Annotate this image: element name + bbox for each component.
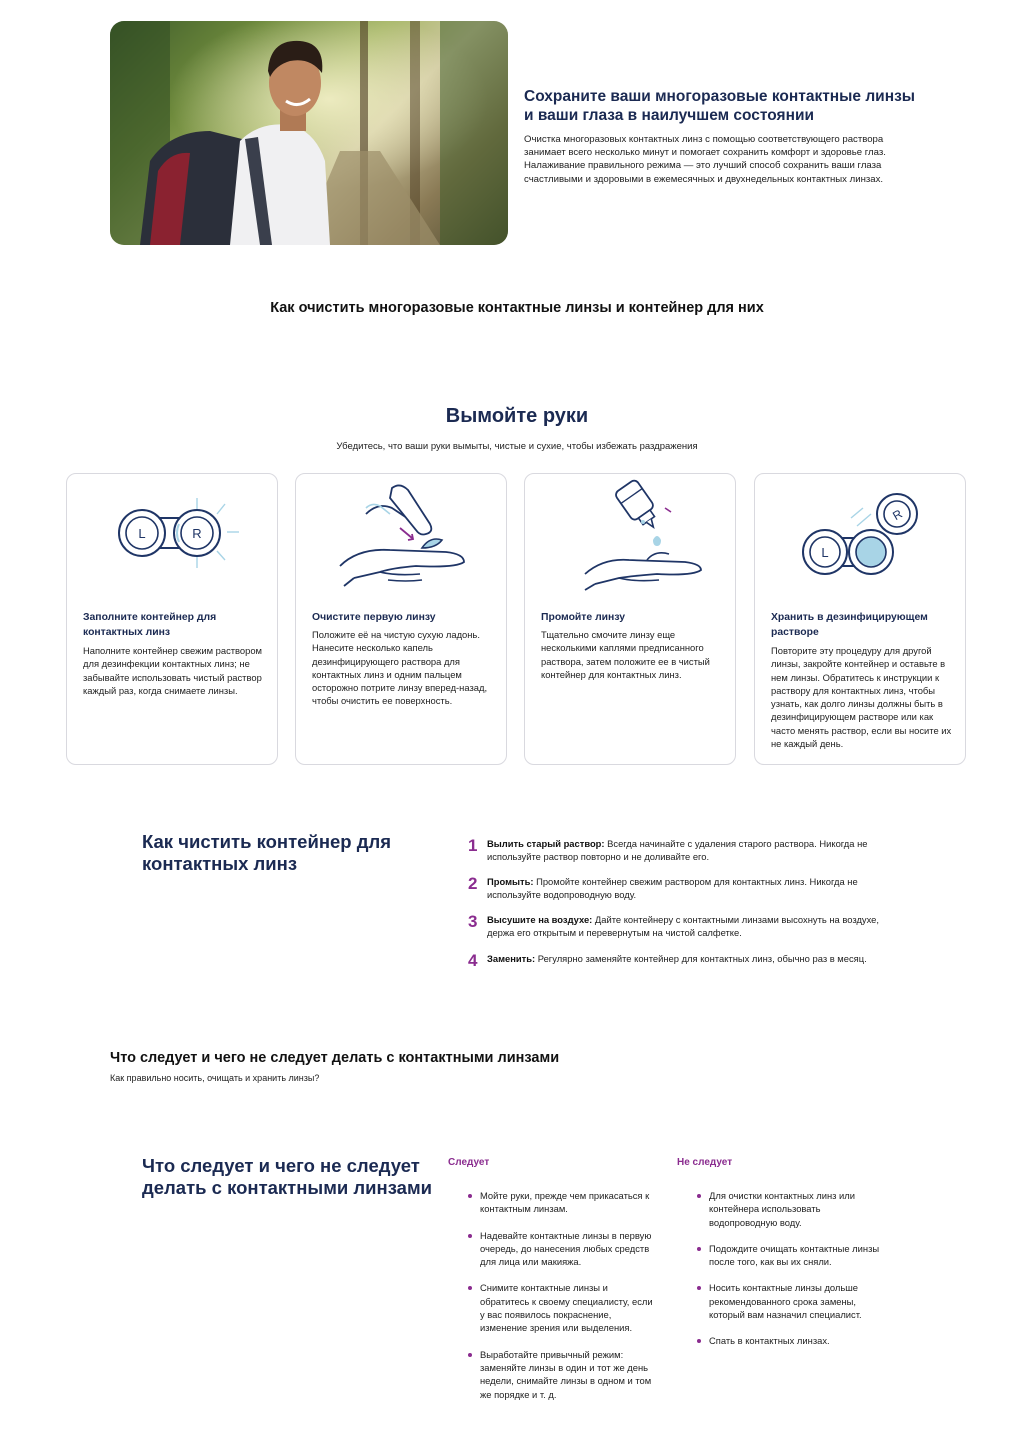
step-text [487, 875, 897, 902]
dont-item: Подождите очищать контактные линзы после того, как вы их сняли. [697, 1242, 887, 1269]
hero-text [524, 87, 916, 186]
do-list [468, 1189, 658, 1414]
step-description: Промойте контейнер свежим раствором для контактных линз. Никогда не используйте водопроводную воду. [487, 876, 858, 901]
step-text [487, 837, 897, 864]
step-number: 4 [468, 951, 478, 970]
step-description: Регулярно заменяйте контейнер для контактных линз, обычно раз в месяц. [535, 953, 867, 964]
card-title: Промойте линзу [541, 612, 626, 623]
step-card-clean-first-lens [295, 473, 507, 765]
card-body: Положите её на чистую сухую ладонь. Нанесите несколько капель дезинфицирующего раствора для контактных линз и одним пальцем осторожно потрите линзу вперед-назад, чтобы очистить ее поверхность. [312, 629, 488, 707]
step-number: 1 [468, 836, 478, 855]
card-body: Наполните контейнер свежим раствором для дезинфекции контактных линз; не забывайте использовать чистый раствор каждый раз, когда снимаете линзы. [83, 645, 263, 696]
card-title: Заполните контейнер для контактных линз [83, 612, 217, 638]
wash-hands-subtitle: Убедитесь, что ваши руки вымыты, чистые и сухие, чтобы избежать раздражения [336, 441, 698, 452]
finger-lens-palm-icon [296, 474, 506, 599]
hero-body: Очистка многоразовых контактных линз с помощью соответствующего раствора занимает всего несколько минут и помогает сохранить комфорт и здоровье глаз. Налаживание правильного режима — это лучший способ сохранить ваши глаза счастливыми и здоровыми в ежемесячных и двухнедельных контактных линзах. [524, 134, 886, 185]
step-description: Всегда начинайте с удаления старого раствора. Никогда не используйте раствор повторно и не доливайте его. [487, 838, 868, 863]
dont-item: Спать в контактных линзах. [697, 1334, 887, 1347]
solution-bottle-drop-icon [525, 474, 735, 599]
step-number: 2 [468, 874, 478, 893]
case-letter-left: L [138, 526, 146, 541]
clean-heading: Как очистить многоразовые контактные линзы и контейнер для них [270, 300, 764, 316]
case-letter-right: R [192, 526, 202, 541]
dont-list [697, 1189, 887, 1361]
dont-item: Для очистки контактных линз или контейнера использовать водопроводную воду. [697, 1189, 887, 1229]
step-card-fill-case [66, 473, 278, 765]
step-label: Вылить старый раствор: [487, 838, 605, 849]
hero-image-man-with-backpack [110, 21, 508, 245]
card-title: Хранить в дезинфицирующем растворе [771, 612, 928, 638]
step-text [487, 913, 897, 940]
card-title: Очистите первую линзу [312, 612, 436, 623]
do-item: Мойте руки, прежде чем прикасаться к контактным линзам. [468, 1189, 658, 1216]
do-item: Выработайте привычный режим: заменяйте линзы в один и тот же день недели, снимайте линзы в одном и том же порядке и т. д. [468, 1348, 658, 1401]
step-card-rinse-lens [524, 473, 736, 765]
card-body: Повторите эту процедуру для другой линзы, закройте контейнер и оставьте в нем линзы. Обратитесь к инструкции к раствору для контактных линз, чтобы узнать, как долго линзы должны быть в дезинфицирующем растворе или как часто менять раствор, если вы носите их не каждый день. [771, 645, 952, 750]
do-item: Снимите контактные линзы и обратитесь к своему специалисту, если у вас появилось покраснение, изменение зрения или выделения. [468, 1281, 658, 1334]
step-label: Высушите на воздухе: [487, 914, 593, 925]
dont-item: Носить контактные линзы дольше рекомендованного срока замены, который вам назначил специалист. [697, 1281, 887, 1321]
wash-hands-title: Вымойте руки [445, 405, 589, 427]
container-cleaning-title: Как чистить контейнер для контактных линз [142, 831, 392, 874]
step-description: Дайте контейнеру с контактными линзами высохнуть на воздухе, держа его открытым и перевернутым на чистой салфетке. [487, 914, 880, 939]
dos-donts-intro-title: Что следует и чего не следует делать с контактными линзами [110, 1050, 560, 1066]
hero-photo [110, 21, 508, 245]
case-letter-right: R [890, 506, 905, 524]
case-letter-left: L [821, 545, 829, 560]
lens-case-store-icon [755, 474, 965, 599]
dos-donts-title: Что следует и чего не следует делать с контактными линзами [142, 1155, 433, 1198]
step-label: Заменить: [487, 953, 536, 964]
step-label: Промыть: [487, 876, 534, 887]
lens-case-icon [67, 474, 277, 599]
dos-donts-intro-subtitle: Как правильно носить, очищать и хранить линзы? [110, 1073, 320, 1083]
do-heading: Следует [448, 1157, 490, 1168]
step-text [487, 952, 897, 965]
step-card-store-solution [754, 473, 966, 765]
step-number: 3 [468, 912, 478, 931]
card-body: Тщательно смочите линзу еще несколькими каплями предписанного раствора, затем положите ее в чистый контейнер для контактных линз. [541, 629, 710, 680]
do-item: Надевайте контактные линзы в первую очередь, до нанесения любых средств для лица или макияжа. [468, 1229, 658, 1269]
dont-heading: Не следует [677, 1157, 733, 1168]
hero-title: Сохраните ваши многоразовые контактные линзы и ваши глаза в наилучшем состоянии [524, 88, 916, 124]
